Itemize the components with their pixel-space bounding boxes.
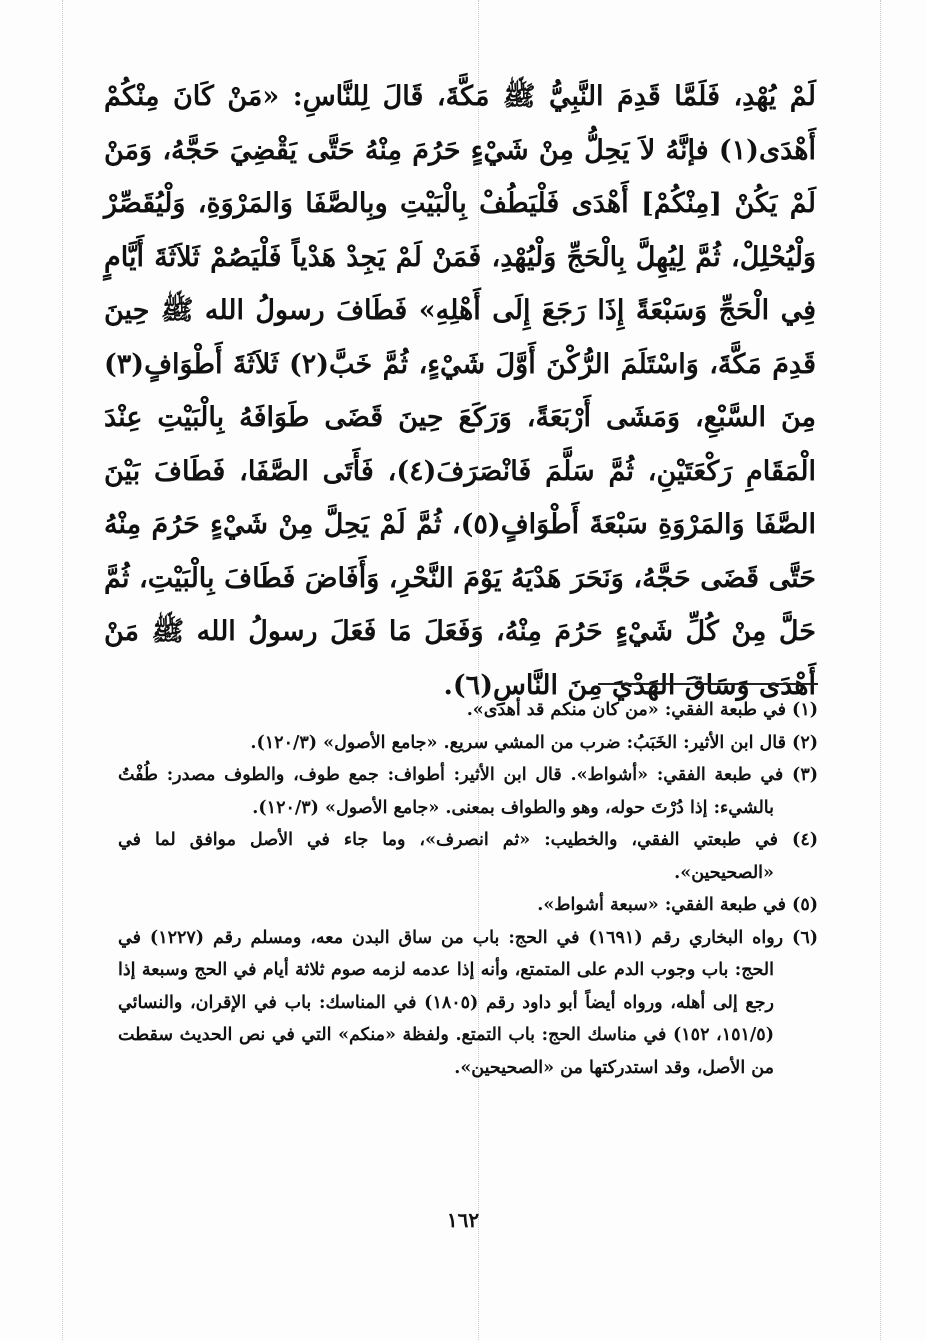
footnote-2: (٢) قال ابن الأثير: الخَبَبُ: ضرب من المشي سريع. «جامع الأصول» (١٢٠/٣). xyxy=(250,732,818,753)
footnote-3: (٣) في طبعة الفقي: «أشواط». قال ابن الأثير: أطواف: جمع طوف، والطوف مصدر: طُفْتُ بالشيء: إذا دُرْتَ حوله، وهو والطواف بمعنى. «جامع الأصول» (١٢٠/٣). xyxy=(118,765,818,818)
footnote-4: (٤) في طبعتي الفقي، والخطيب: «ثم انصرف»، وما جاء في الأصل موافق لما في «الصحيحين». xyxy=(118,830,818,883)
main-body-text xyxy=(104,70,816,712)
main-paragraph: لَمْ يُهْدِ، فَلَمَّا قَدِمَ النَّبِيُّ ﷺ مَكَّةَ، قَالَ لِلنَّاسِ: «مَنْ كَانَ مِنْكُمْ أَهْدَى(١) فإنَّهُ لاَ يَحِلُّ مِنْ شَيْءٍ حَرُمَ مِنْهُ حَتَّى يَقْضِيَ حَجَّهُ، وَمَنْ لَمْ يَكُنْ [مِنْكُمْ] أَهْدَى فَلْيَطُفْ بِالْبَيْتِ وبِالصَّفَا وَالمَرْوَةِ، وَلْيُقَصِّرْ وَلْيُحْلِلْ، ثُمَّ لِيُهِلَّ بِالْحَجِّ وَلْيُهْدِ، فَمَنْ لَمْ يَجِدْ هَدْياً فَلْيَصُمْ ثَلاَثَةَ أَيَّامٍ فِي الْحَجِّ وَسَبْعَةً إِذَا رَجَعَ إِلَى أَهْلِهِ» فَطَافَ رسولُ الله ﷺ حِينَ قَدِمَ مَكَّةَ، وَاسْتَلَمَ الرُّكْنَ أَوَّلَ شَيْءٍ، ثُمَّ خَبَّ(٢) ثَلاَثَةَ أَطْوَافٍ(٣) مِنَ السَّبْعِ، وَمَشَى أَرْبَعَةً، وَرَكَعَ حِينَ قَضَى طَوَافَهُ بِالْبَيْتِ عِنْدَ الْمَقَامِ رَكْعَتَيْنِ، ثُمَّ سَلَّمَ فَانْصَرَفَ(٤)، فَأَتَى الصَّفَا، فَطَافَ بَيْنَ الصَّفَا وَالمَرْوَةِ سَبْعَةَ أَطْوَافٍ(٥)، ثُمَّ لَمْ يَحِلَّ مِنْ شَيْءٍ حَرُمَ مِنْهُ حَتَّى قَضَى حَجَّهُ، وَنَحَرَ هَدْيَهُ يَوْمَ النَّحْرِ، وَأَفَاضَ فَطَافَ بِالْبَيْتِ، ثُمَّ حَلَّ مِنْ كُلِّ شَيْءٍ حَرُمَ مِنْهُ، وَفَعَلَ مَا فَعَلَ رسولُ الله ﷺ مَنْ أَهْدَى وَسَاقَ الهَدْيَ مِنَ النَّاسِ(٦). xyxy=(104,81,816,701)
footnotes-section xyxy=(118,694,818,1084)
scan-guide-line xyxy=(62,0,63,1340)
footnote-5: (٥) في طبعة الفقي: «سبعة أشواط». xyxy=(537,895,818,915)
footnote-separator xyxy=(598,683,818,685)
scan-guide-line xyxy=(880,0,881,1340)
page-number: ١٦٢ xyxy=(446,1208,480,1232)
footnote-1: (١) في طبعة الفقي: «من كان منكم قد أهدى». xyxy=(466,700,818,720)
footnote-6: (٦) رواه البخاري رقم (١٦٩١) في الحج: باب من ساق البدن معه، ومسلم رقم (١٢٢٧) في الحج: باب وجوب الدم على المتمتع، وأنه إذا عدمه لزمه صوم ثلاثة أيام في الحج وسبعة إذا رجع إلى أهله، ورواه أيضاً أبو داود رقم (١٨٠٥) في المناسك: باب في الإقران، والنسائي (١٥١/٥، ١٥٢) في مناسك الحج: باب التمتع. ولفظة «منكم» التي في نص الحديث سقطت من الأصل، وقد استدركتها من «الصحيحين». xyxy=(118,927,819,1078)
